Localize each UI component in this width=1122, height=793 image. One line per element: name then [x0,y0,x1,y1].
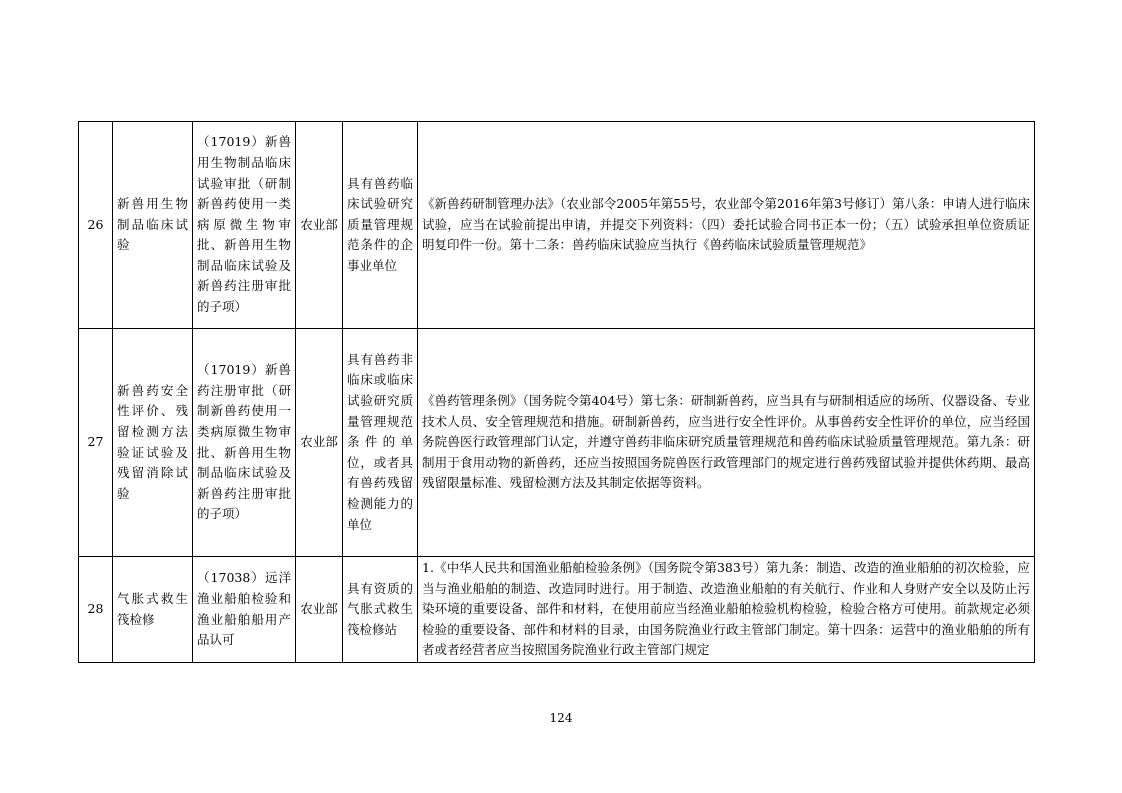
legal-basis-cell: 《新兽药研制管理办法》（农业部令2005年第55号，农业部令第2016年第3号修订）第八条：申请人进行临床试验，应当在试验前提出申请，并提交下列资料：（四）委托试验合同书正本一份；（五）试验承担单位资质证明复印件一份。第十二条：兽药临床试验应当执行《兽药临床试验质量管理规范》 [418,122,1035,329]
sub-item-cell: （17019）新兽药注册审批（研制新兽药使用一类病原微生物审批、新兽用生物制品临床试验及新兽药注册审批的子项） [193,329,296,557]
item-name-cell: 新兽用生物制品临床试验 [113,122,193,329]
department-cell: 农业部 [296,329,343,557]
table-row [79,122,1035,329]
sub-item-cell: （17019）新兽用生物制品临床试验审批（研制新兽药使用一类病原微生物审批、新兽用生物制品临床试验及新兽药注册审批的子项） [193,122,296,329]
row-number-cell: 27 [79,329,113,557]
item-name-cell: 新兽药安全性评价、残留检测方法验证试验及残留消除试验 [113,329,193,557]
page-number: 124 [549,711,573,725]
item-name-cell: 气胀式救生筏检修 [113,557,193,663]
row-number-cell: 28 [79,557,113,663]
row-number-cell: 26 [79,122,113,329]
department-cell: 农业部 [296,557,343,663]
legal-basis-cell: 1.《中华人民共和国渔业船舶检验条例》（国务院令第383号）第九条：制造、改造的渔业船舶的初次检验，应当与渔业船舶的制造、改造同时进行。用于制造、改造渔业船舶的有关航行、作业和人身财产安全以及防止污染环境的重要设备、部件和材料，在使用前应当经渔业船舶检验机构检验，检验合格方可使用。前款规定必须检验的重要设备、部件和材料的目录，由国务院渔业行政主管部门制定。第十四条：运营中的渔业船舶的所有者或者经营者应当按照国务院渔业行政主管部门规定 [418,557,1035,663]
applicant-condition-cell: 具有兽药临床试验研究质量管理规范条件的企事业单位 [343,122,418,329]
applicant-condition-cell: 具有兽药非临床或临床试验研究质量管理规范条件的单位，或者具有兽药残留检测能力的单位 [343,329,418,557]
table-row [79,557,1035,663]
department-cell: 农业部 [296,122,343,329]
table-row [79,329,1035,557]
legal-basis-cell: 《兽药管理条例》（国务院令第404号）第七条：研制新兽药，应当具有与研制相适应的场所、仪器设备、专业技术人员、安全管理规范和措施。研制新兽药，应当进行安全性评价。从事兽药安全性评价的单位，应当经国务院兽医行政管理部门认定，并遵守兽药非临床研究质量管理规范和兽药临床试验质量管理规范。第九条：研制用于食用动物的新兽药，还应当按照国务院兽医行政管理部门的规定进行兽药残留试验并提供休药期、最高残留限量标准、残留检测方法及其制定依据等资料。 [418,329,1035,557]
sub-item-cell: （17038）远洋渔业船舶检验和渔业船舶船用产品认可 [193,557,296,663]
regulation-table [78,121,1035,663]
applicant-condition-cell: 具有资质的气胀式救生筏检修站 [343,557,418,663]
